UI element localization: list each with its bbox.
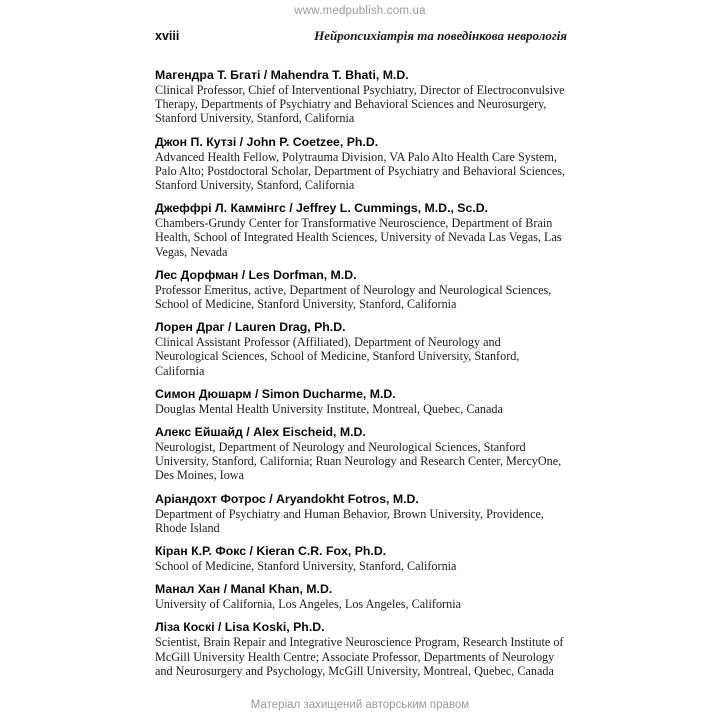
contributor-affiliation: School of Medicine, Stanford University, Stanford, California [155,559,457,574]
contributor-entry [155,582,567,611]
contributor-affiliation: Department of Psychiatry and Human Behavior, Brown University, Providence, Rhode Island [155,506,544,535]
running-head [155,28,567,44]
contributors-list [155,68,567,678]
contributor-name: Лес Дорфман / Les Dorfman, M.D. [155,267,357,282]
contributor-name: Джеффрі Л. Каммінгс / Jeffrey L. Cummings, M.D., Sc.D. [155,201,489,216]
contributor-entry [155,387,567,416]
contributor-name: Джон П. Кутзі / John P. Coetzee, Ph.D. [155,134,379,149]
contributor-affiliation: University of California, Los Angeles, Los Angeles, California [155,597,461,612]
contributor-name: Кіран К.Р. Фокс / Kieran C.R. Fox, Ph.D. [155,544,387,559]
contributor-affiliation: Professor Emeritus, active, Department of Neurology and Neurological Sciences, School of Medicine, Stanford University, Stanford, California [155,282,552,312]
contributor-entry [155,620,567,678]
contributor-name: Ліза Коскі / Lisa Koski, Ph.D. [155,620,325,635]
contributor-affiliation: Scientist, Brain Repair and Integrative Neuroscience Program, Research Institute of McGill University Health Centre; Associate Professor, Departments of Neurology and Neurosurgery and Psychology, McGill University, Montreal, Quebec, Canada [155,635,564,678]
publisher-url-watermark: www.medpublish.com.ua [294,5,426,17]
contributor-entry [155,201,567,259]
running-title: Нейропсихіатрія та поведінкова неврологія [314,28,567,43]
contributor-entry [155,544,567,573]
book-page [155,28,567,687]
contributor-name: Симон Дюшарм / Simon Ducharme, M.D. [155,386,396,401]
contributor-affiliation: Clinical Professor, Chief of Interventional Psychiatry, Director of Electroconvulsive Therapy, Departments of Psychiatry and Behavioral Sciences and Neurosurgery, Stanford University, Stanford, California [155,83,565,126]
contributor-entry [155,425,567,483]
contributor-name: Лорен Драг / Lauren Drag, Ph.D. [155,320,346,335]
contributor-affiliation: Advanced Health Fellow, Polytrauma Division, VA Palo Alto Health Care System, Palo Alto; Postdoctoral Scholar, Department of Psychiatry and Behavioral Sciences, Stanford University, Stanford, California [155,149,566,193]
contributor-affiliation: Douglas Mental Health University Institute, Montreal, Quebec, Canada [155,401,503,416]
contributor-name: Магендра Т. Бгаті / Mahendra T. Bhati, M.D. [155,68,409,82]
contributor-entry [155,492,567,535]
contributor-name: Манал Хан / Manal Khan, M.D. [155,582,333,597]
contributor-affiliation: Chambers-Grundy Center for Transformative Neuroscience, Department of Brain Health, School of Integrated Health Sciences, University of Nevada Las Vegas, Las Vegas, Nevada [155,216,562,259]
copyright-watermark: Матеріал захищений авторським правом [250,699,470,711]
contributor-entry [155,135,567,193]
contributor-entry [155,268,567,311]
page-number: xviii [155,29,180,43]
contributor-entry [155,320,567,378]
contributor-name: Аріандохт Фотрос / Aryandokht Fotros, M.D. [155,491,419,506]
contributor-affiliation: Clinical Assistant Professor (Affiliated), Department of Neurology and Neurological Sciences, School of Medicine, Stanford University, Stanford, California [155,335,520,378]
contributor-name: Алекс Ейшайд / Alex Eischeid, M.D. [155,425,366,440]
contributor-entry [155,68,567,126]
contributor-affiliation: Neurologist, Department of Neurology and Neurological Sciences, Stanford University, Stanford, California; Ruan Neurology and Research Center, MercyOne, Des Moines, Iowa [155,440,562,483]
